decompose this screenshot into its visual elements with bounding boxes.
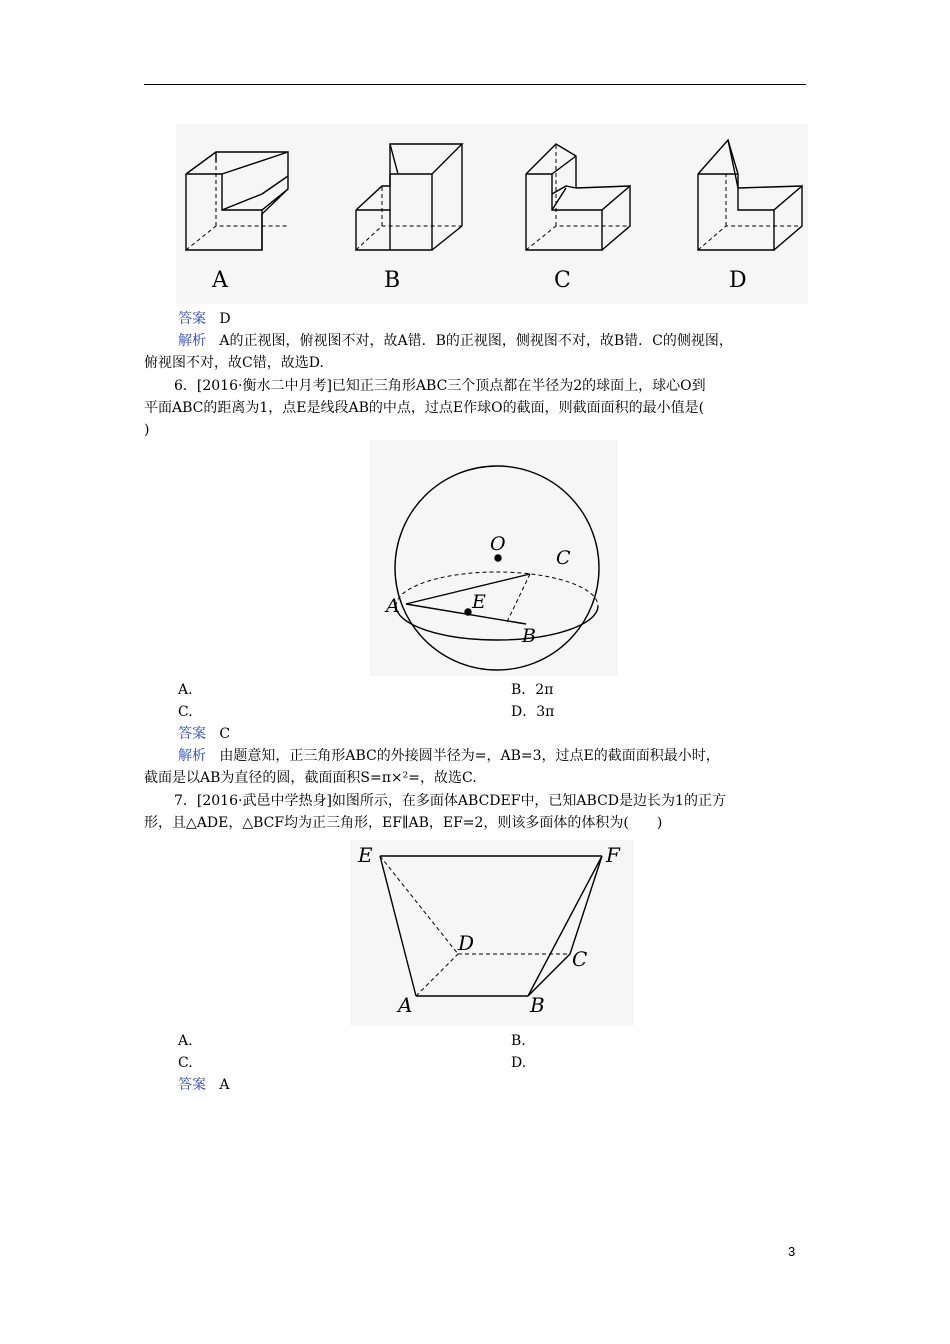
analysis-tag: 解析 (178, 748, 206, 764)
figure1-label-a: A (212, 268, 228, 293)
q7-option-a: A. (178, 1033, 193, 1049)
q6-stem-line1: 6．[2016·衡水二中月考]已知正三角形ABC三个顶点都在半径为2的球面上，球心O到 (174, 378, 706, 394)
q7-answer: A (219, 1077, 230, 1093)
q6-option-b: B．2π (511, 682, 554, 698)
analysis-tag: 解析 (178, 333, 206, 349)
figure1-label-c: C (554, 268, 571, 293)
q7-option-b: B. (511, 1033, 526, 1049)
q7-answer-line (144, 1075, 848, 1095)
figure-solids (176, 124, 808, 304)
answer-tag: 答案 (178, 311, 206, 327)
figure-polyhedron (350, 840, 634, 1026)
solid-b (356, 144, 462, 250)
q5-answer: D (219, 311, 231, 327)
q6-answer-line (144, 724, 848, 744)
q5-analysis-text1: A的正视图，俯视图不对，故A错．B的正视图，侧视图不对，故B错．C的侧视图， (219, 333, 733, 349)
q7-option-d: D. (511, 1055, 527, 1071)
sphere-label-o: O (490, 533, 506, 555)
q5-analysis-line1 (144, 331, 848, 351)
poly-label-d: D (458, 931, 475, 955)
poly-label-a: A (398, 993, 413, 1017)
sphere-label-c: C (556, 547, 571, 569)
poly-label-e: E (358, 843, 373, 867)
q5-analysis-line2: 俯视图不对，故C错，故选D. (144, 355, 324, 371)
solid-d (698, 140, 802, 250)
q6-option-a: A. (178, 682, 193, 698)
header-rule (144, 84, 806, 85)
sphere-label-a: A (386, 595, 400, 617)
q6-option-d: D．3π (511, 704, 555, 720)
answer-tag: 答案 (178, 1077, 206, 1093)
sphere-label-e: E (472, 591, 486, 613)
sphere-label-b: B (522, 625, 536, 647)
q6-option-c: C. (178, 704, 193, 720)
figure1-label-d: D (729, 268, 747, 293)
q6-stem-line3: ) (144, 422, 150, 438)
q6-analysis-text1: 由题意知，正三角形ABC的外接圆半径为=，AB=3，过点E的截面面积最小时， (219, 748, 720, 764)
q6-answer: C (219, 726, 231, 742)
answer-tag: 答案 (178, 726, 206, 742)
figure1-label-b: B (384, 268, 401, 293)
q7-stem-line2: 形，且△ADE，△BCF均为正三角形，EF∥AB，EF=2，则该多面体的体积为( ) (144, 815, 663, 831)
solid-a (186, 152, 288, 250)
q6-stem-line2: 平面ABC的距离为1，点E是线段AB的中点，过点E作球O的截面，则截面面积的最小值是( (144, 400, 705, 416)
q6-analysis-line1 (144, 746, 848, 766)
page-number: 3 (788, 1244, 796, 1259)
q5-answer-line (144, 309, 848, 329)
poly-label-c: C (572, 947, 588, 971)
poly-label-b: B (530, 993, 545, 1017)
q7-option-c: C. (178, 1055, 193, 1071)
solid-c (526, 144, 630, 250)
figure-sphere (370, 440, 618, 676)
poly-label-f: F (606, 843, 620, 867)
q7-stem-line1: 7．[2016·武邑中学热身]如图所示，在多面体ABCDEF中，已知ABCD是边长为1的正方 (174, 793, 726, 809)
q6-analysis-line2: 截面是以AB为直径的圆，截面面积S=π×²=，故选C. (144, 770, 477, 786)
